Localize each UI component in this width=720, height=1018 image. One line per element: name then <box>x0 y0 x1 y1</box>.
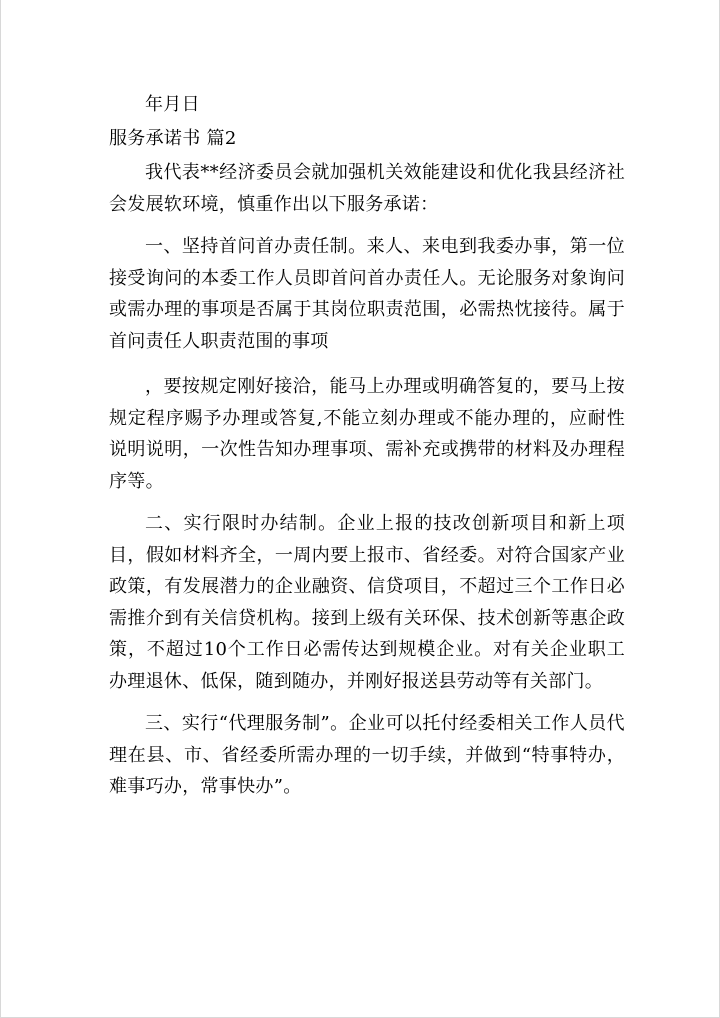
document-body <box>109 89 625 803</box>
commitment-3-paragraph: 三、实行“代理服务制”。企业可以托付经委相关工作人员代理在县、市、省经委所需办理的一切手续，并做到“特事特办，难事巧办，常事快办”。 <box>109 713 625 797</box>
commitment-2-paragraph: 二、实行限时办结制。企业上报的技改创新项目和新上项目，假如材料齐全，一周内要上报市、省经委。对符合国家产业政策，有发展潜力的企业融资、信贷项目，不超过三个工作日必需推介到有关信贷机构。接到上级有关环保、技术创新等惠企政策，不超过10个工作日必需传达到规模企业。对有关企业职工办理退休、低保，随到随办，并刚好报送县劳动等有关部门。 <box>109 513 625 692</box>
section-heading: 服务承诺书 篇2 <box>109 127 237 149</box>
intro-paragraph: 我代表**经济委员会就加强机关效能建设和优化我县经济社会发展软环境，慎重作出以下服务承诺： <box>109 162 625 215</box>
commitment-1-paragraph: 一、坚持首问首办责任制。来人、来电到我委办事，第一位接受询问的本委工作人员即首问首办责任人。无论服务对象询问或需办理的事项是否属于其岗位职责范围，必需热忱接待。属于首问责任人职责范围的事项 <box>109 236 625 352</box>
commitment-1-continuation-paragraph: ，要按规定刚好接洽，能马上办理或明确答复的，要马上按规定程序赐予办理或答复,不能立刻办理或不能办理的，应耐性说明说明，一次性告知办理事项、需补充或携带的材料及办理程序等。 <box>109 376 625 492</box>
date-line: 年月日 <box>145 94 200 115</box>
